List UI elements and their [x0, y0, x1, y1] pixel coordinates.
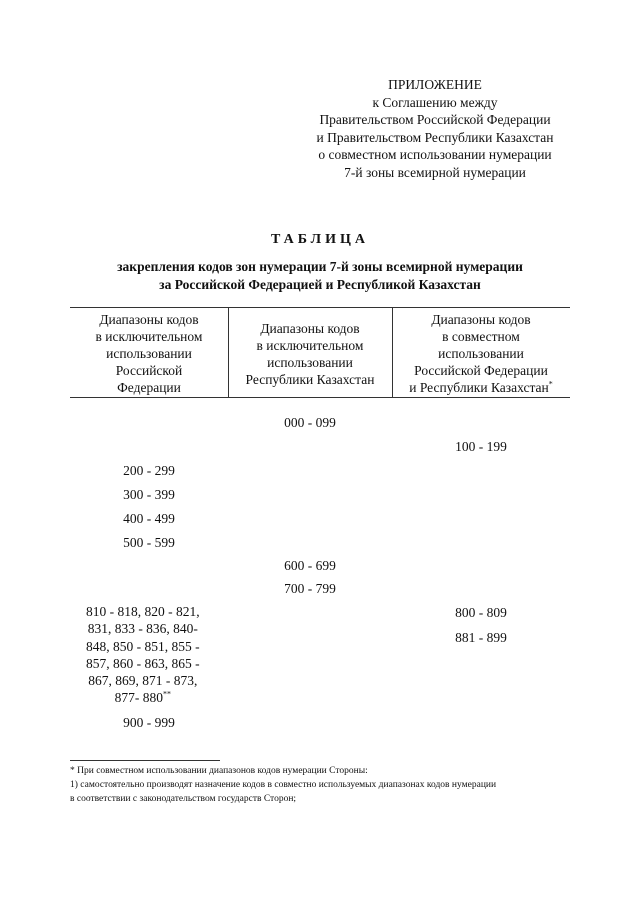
appendix-line-6: 7-й зоны всемирной нумерации [344, 164, 526, 180]
code-range-cell: 800 - 809 [455, 605, 507, 620]
appendix-line-4: и Правительством Республики Казахстан [316, 129, 554, 145]
footnote-mark: * [548, 379, 553, 389]
multi-line: 810 - 818, 820 - 821, [86, 604, 200, 619]
appendix-line-2: к Соглашению между [372, 94, 498, 110]
multi-line: 831, 833 - 836, 840- [87, 621, 198, 637]
code-range-cell: 500 - 599 [123, 535, 175, 550]
header-col1-line: Диапазоны кодов [99, 312, 199, 327]
code-range-cell: 900 - 999 [123, 715, 175, 730]
code-range-cell: 700 - 799 [284, 581, 336, 596]
header-col-kazakhstan [228, 320, 392, 388]
code-range-cell: 400 - 499 [123, 511, 175, 526]
header-col1-line: использовании [106, 346, 192, 361]
footnote-line: * При совместном использовании диапазонов кодов нумерации Стороны: [70, 766, 368, 776]
footnote-line: в соответствии с законодательством государств Сторон; [70, 794, 297, 804]
header-col1-line: Российской [115, 363, 183, 378]
code-range-cell: 200 - 299 [123, 463, 175, 478]
footnote-line: 1) самостоятельно производят назначение кодов в совместно используемых диапазонах кодов нумерации [70, 780, 497, 790]
footnote-separator [70, 760, 220, 761]
multi-last-text: 877- 880 [114, 690, 163, 706]
header-col1-line: Федерации [117, 380, 181, 395]
code-range-cell: 000 - 099 [284, 415, 336, 430]
header-col2-line: использовании [267, 355, 353, 370]
multi-line: 857, 860 - 863, 865 - [86, 655, 200, 671]
header-col3-line: в совместном [442, 329, 520, 344]
code-range-cell: 100 - 199 [455, 439, 507, 454]
code-range-cell: 600 - 699 [284, 558, 336, 573]
header-col2-line: Республики Казахстан [245, 372, 375, 387]
header-col-shared [392, 311, 570, 396]
subtitle-line-2: за Российской Федерацией и Республикой Казахстан [159, 277, 481, 292]
table-header-bottom-border [70, 397, 570, 398]
code-range-cell: 300 - 399 [123, 487, 175, 502]
footnote-mark: ** [163, 689, 171, 699]
subtitle-line-1: закрепления кодов зон нумерации 7-й зоны всемирной нумерации [117, 259, 523, 274]
header-col3-line: использовании [438, 346, 524, 361]
document-subtitle [0, 258, 640, 294]
header-col2-line: в исключительном [256, 338, 364, 353]
appendix-line-3: Правительством Российской Федерации [319, 112, 551, 127]
document-title: ТАБЛИЦА [271, 232, 369, 247]
code-range-cell: 881 - 899 [455, 630, 507, 645]
appendix-line-5: о совместном использовании нумерации [318, 147, 552, 162]
multi-line: 867, 869, 871 - 873, [88, 673, 198, 689]
appendix-block [270, 76, 600, 181]
header-col3-line [392, 379, 570, 396]
multi-line [86, 689, 200, 706]
header-col3-last-text: и Республики Казахстан [409, 380, 549, 395]
header-col-russia [70, 311, 228, 396]
footnotes [70, 764, 580, 806]
header-col1-line: в исключительном [95, 329, 203, 344]
header-col3-line: Диапазоны кодов [431, 312, 531, 327]
multi-line: 848, 850 - 851, 855 - [86, 638, 200, 654]
header-col3-line: Российской Федерации [414, 363, 548, 378]
appendix-line-1: ПРИЛОЖЕНИЕ [388, 77, 482, 92]
code-range-multi-cell [86, 603, 200, 707]
header-col2-line: Диапазоны кодов [260, 321, 360, 336]
table-top-border [70, 307, 570, 308]
